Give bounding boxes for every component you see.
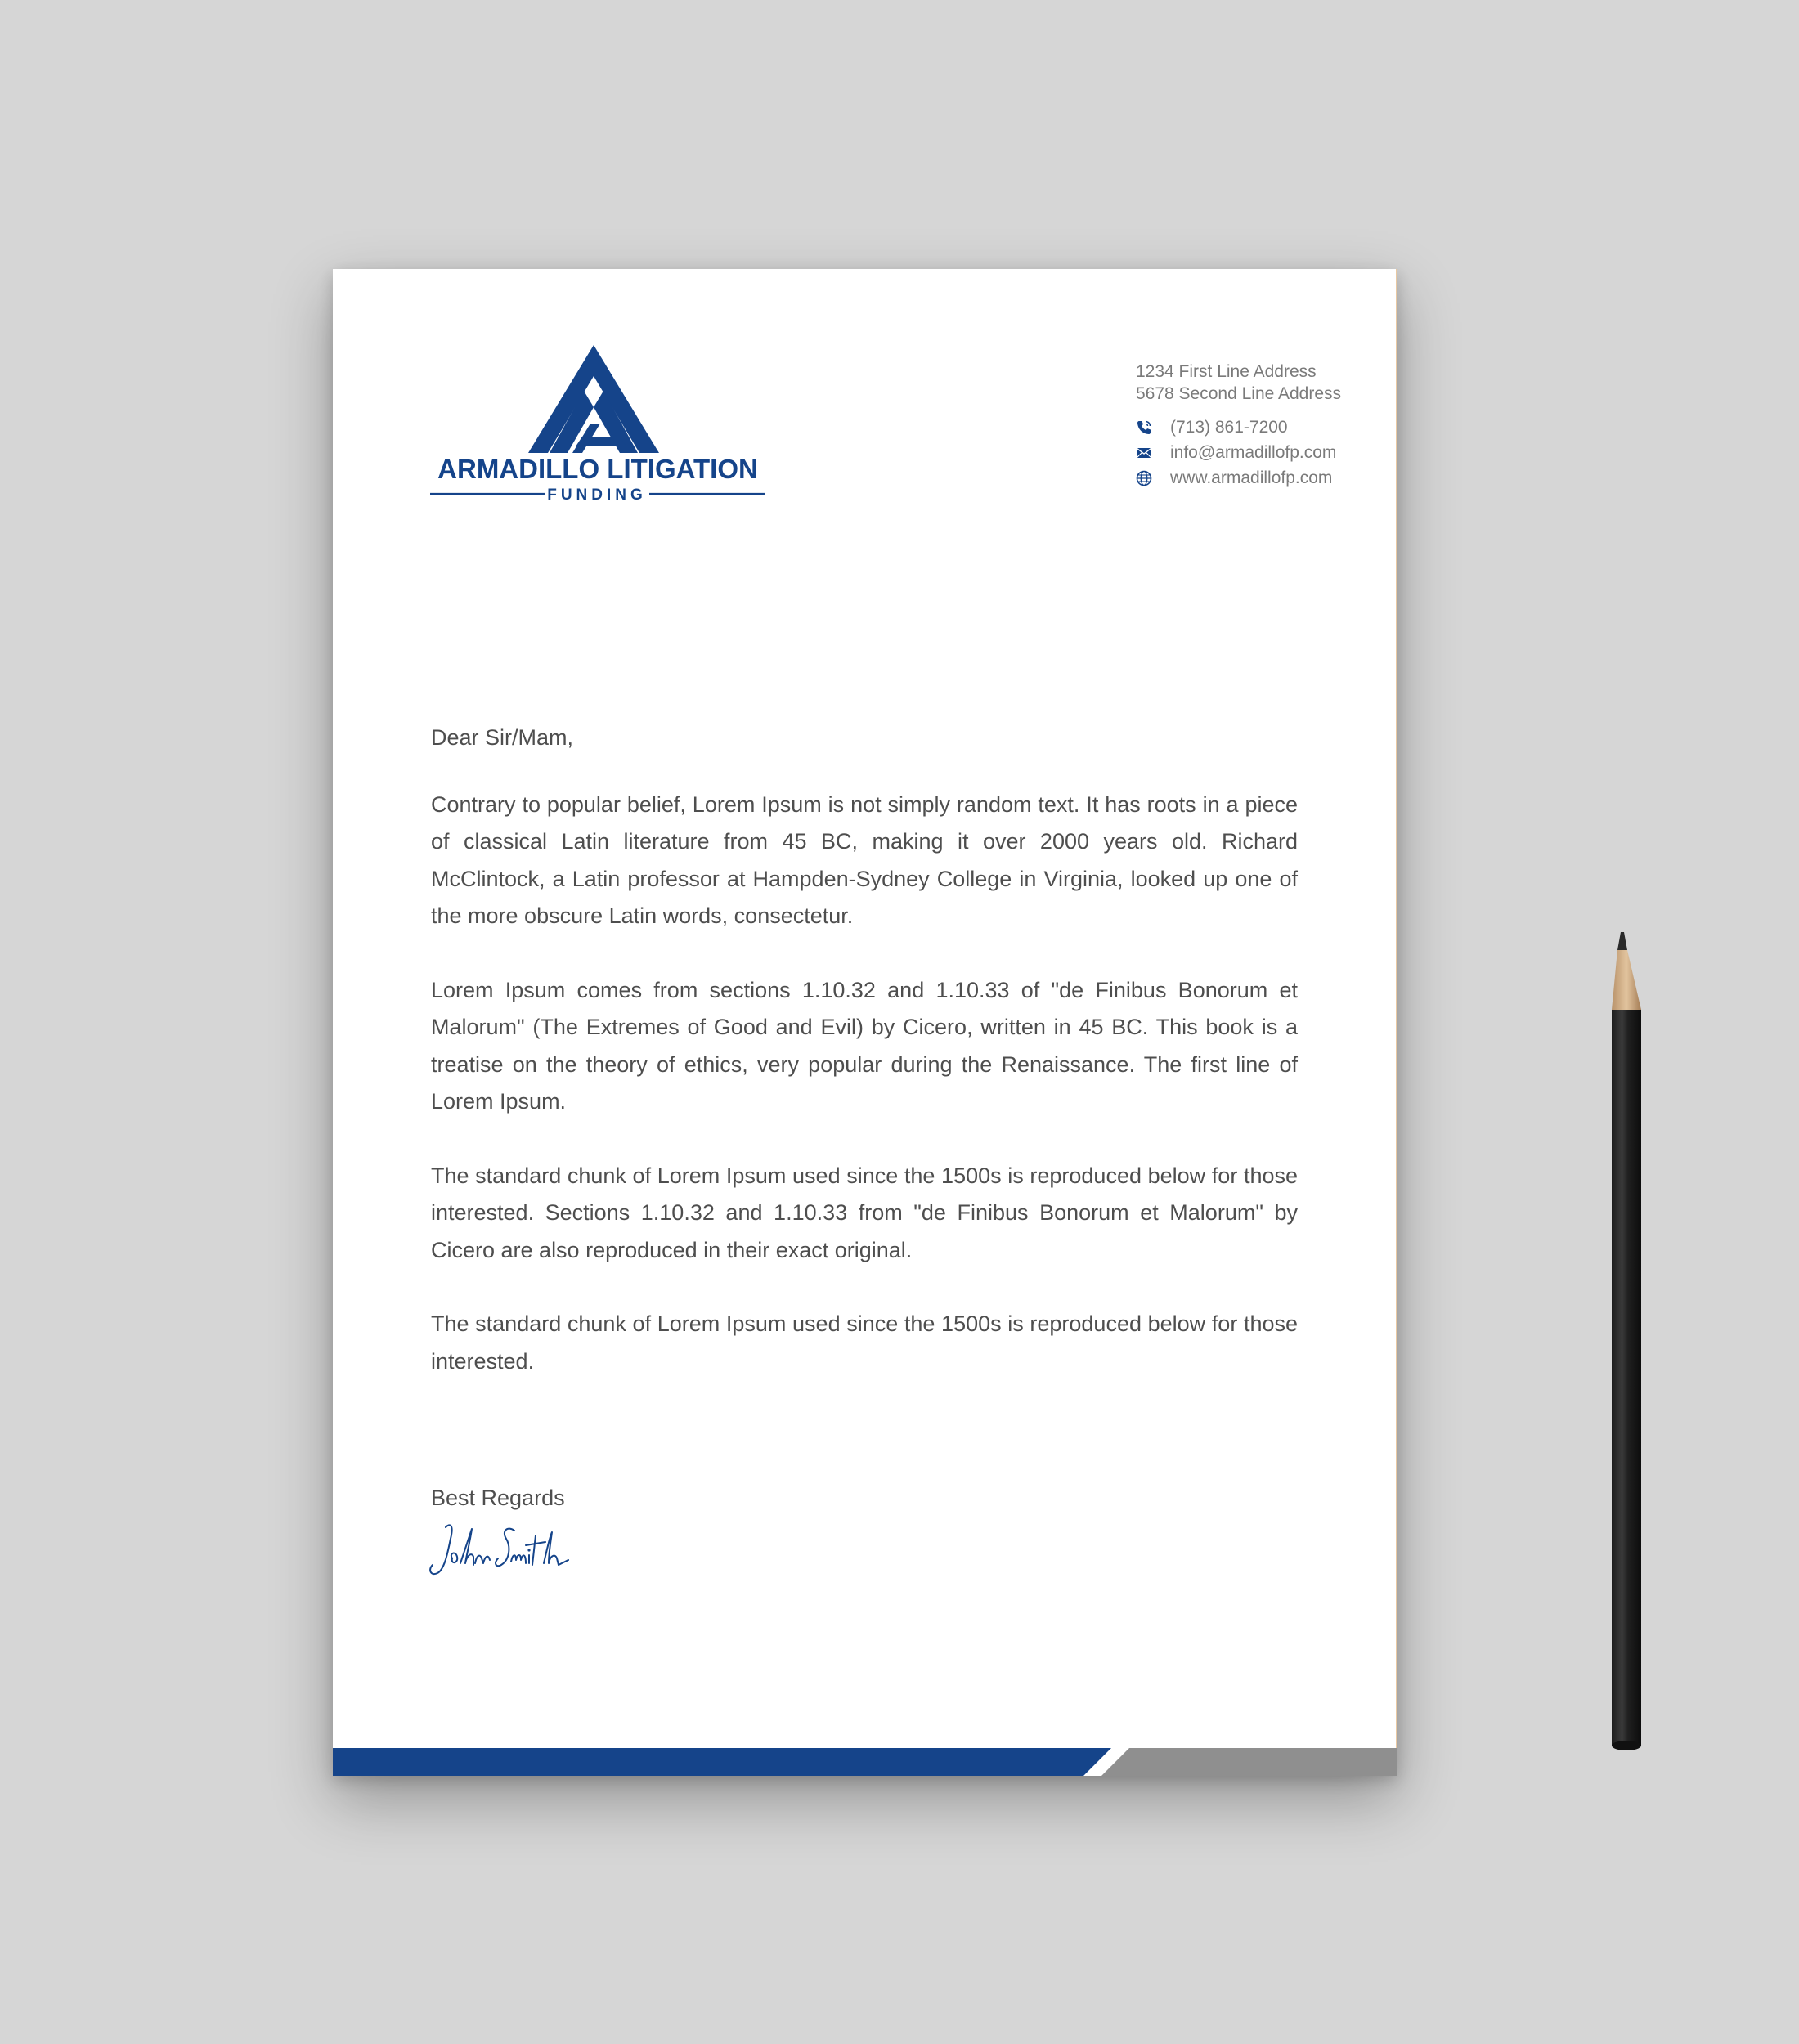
globe-icon [1136,470,1152,486]
website-url: www.armadillofp.com [1170,468,1333,487]
paragraph-4: The standard chunk of Lorem Ipsum used since the 1500s is reproduced below for those interested. [431,1311,1298,1374]
company-logo [430,345,765,509]
phone-number: (713) 861-7200 [1170,417,1288,437]
paragraph-3: The standard chunk of Lorem Ipsum used since the 1500s is reproduced below for those interested. Sections 1.10.32 and 1.10.33 from "de Finibus Bonorum et Malorum" by Cicero are also reproduced in their exact original. [431,1163,1298,1262]
letter-body [431,719,1298,1417]
envelope-icon [1136,445,1152,461]
pencil [1603,932,1652,1758]
logo-mark-icon [430,345,765,509]
paragraph-1: Contrary to popular belief, Lorem Ipsum is not simply random text. It has roots in a piece of classical Latin literature from 45 BC, making it over 2000 years old. Richard McClintock, a Latin professor at Hampden-Sydney College in Virginia, looked up one of the more obscure Latin words, consectetur. [431,791,1298,928]
handwritten-signature [426,1516,590,1589]
closing: Best Regards [431,1486,565,1510]
letterhead-paper [333,269,1397,1776]
company-name: ARMADILLO LITIGATION [437,454,758,484]
phone-icon [1136,419,1152,436]
website-row [1136,465,1381,491]
paper-edge [1396,269,1397,1776]
paragraph-2: Lorem Ipsum comes from sections 1.10.32 and 1.10.33 of "de Finibus Bonorum et Malorum" (The Extremes of Good and Evil) by Cicero, written in 45 BC. This book is a treatise on the theory of ethics, very popular during the Renaissance. The first line of Lorem Ipsum. [431,977,1298,1114]
address-line-2: 5678 Second Line Address [1136,384,1342,403]
address-line-1: 1234 First Line Address [1136,362,1317,381]
contact-block [1136,361,1381,491]
footer-band [333,1748,1397,1776]
salutation: Dear Sir/Mam, [431,725,574,750]
email-row [1136,440,1381,465]
email-address: info@armadillofp.com [1170,442,1337,462]
phone-row [1136,415,1381,440]
company-tagline: FUNDING [547,486,647,504]
